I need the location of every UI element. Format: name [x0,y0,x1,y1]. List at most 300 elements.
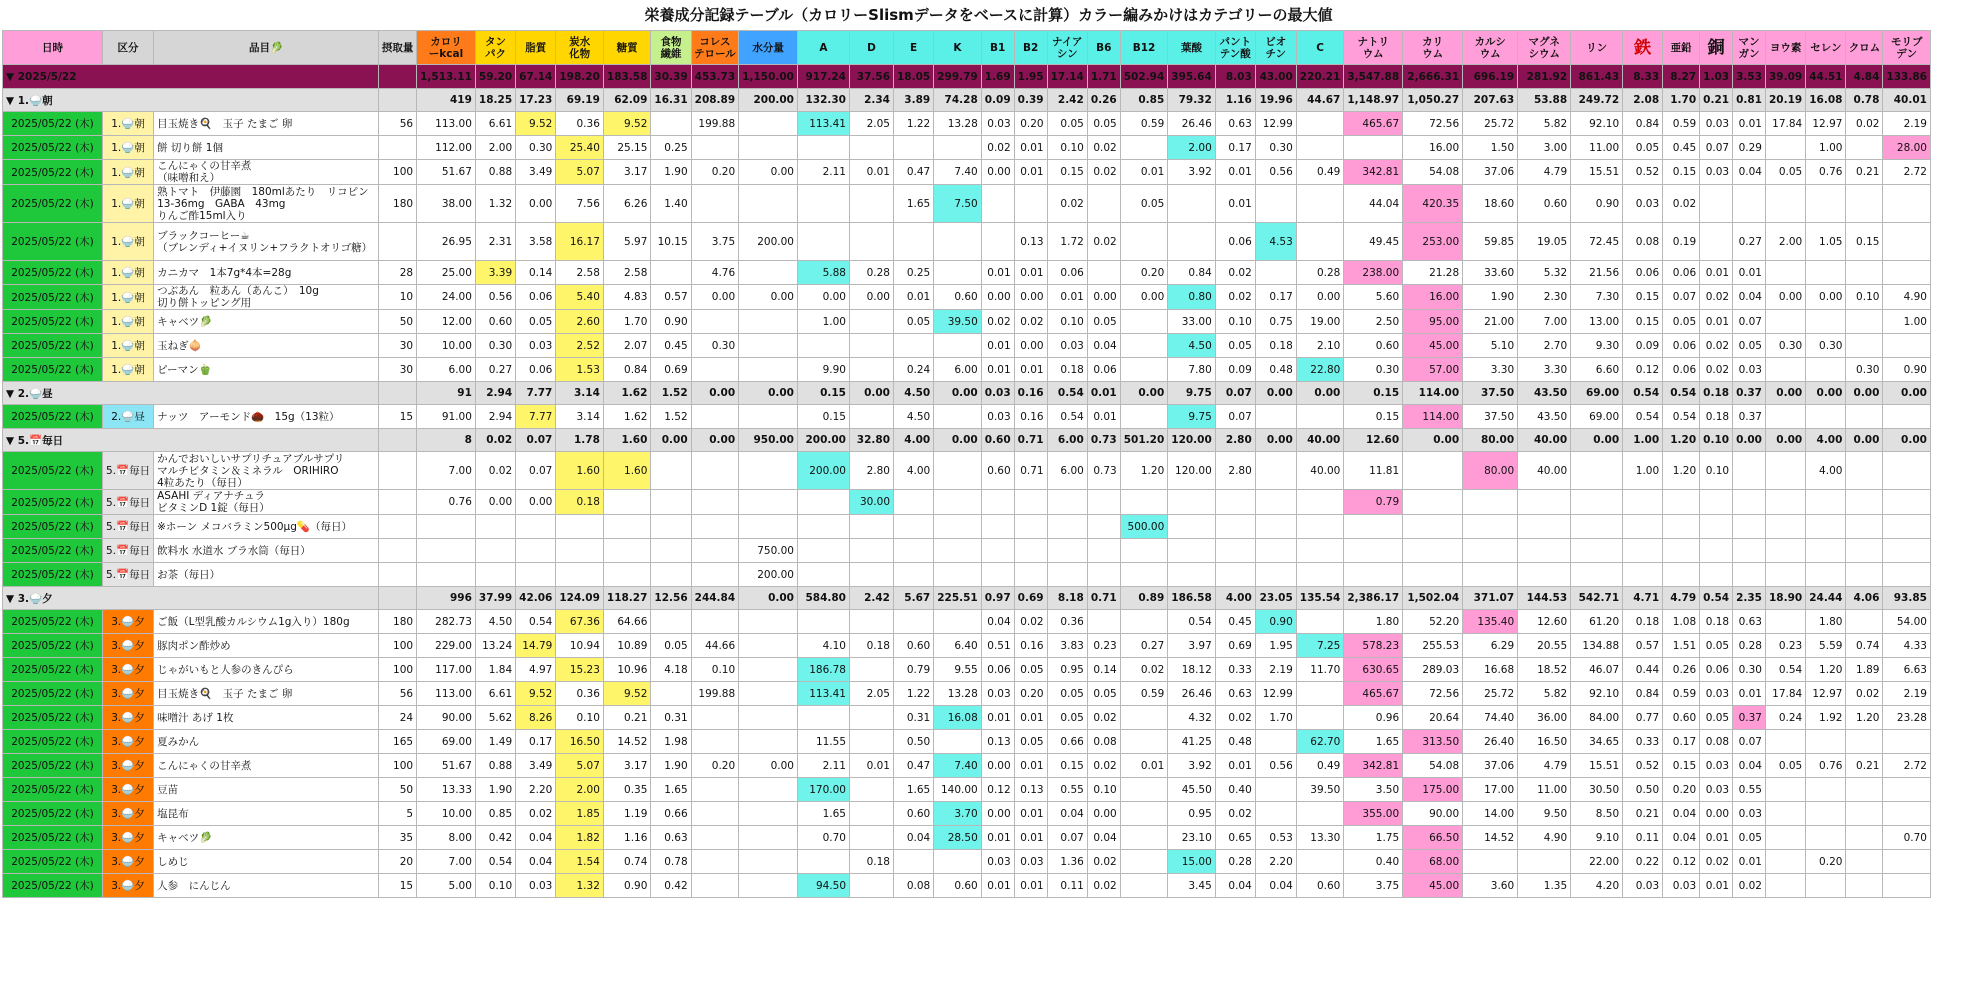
nutrient-cell[interactable]: 0.15 [1344,405,1403,429]
nutrient-cell[interactable]: 0.02 [1215,706,1255,730]
nutrient-cell[interactable] [651,539,691,563]
nutrient-cell[interactable]: 0.37 [1733,706,1766,730]
nutrient-cell[interactable]: 0.76 [1806,754,1846,778]
nutrient-cell[interactable] [739,682,798,706]
nutrient-cell[interactable] [1883,730,1931,754]
nutrient-cell[interactable]: 2.60 [556,310,604,334]
nutrient-cell[interactable]: 34.65 [1571,730,1623,754]
nutrient-cell[interactable]: 37.06 [1463,160,1518,185]
nutrient-cell[interactable]: 11.55 [798,730,850,754]
nutrient-cell[interactable]: 0.45 [1215,610,1255,634]
nutrient-cell[interactable]: 21.00 [1463,310,1518,334]
nutrient-cell[interactable]: 0.02 [516,802,556,826]
nutrient-cell[interactable] [1806,778,1846,802]
nutrient-cell[interactable]: 13.33 [417,778,476,802]
nutrient-cell[interactable] [1255,405,1296,429]
nutrient-cell[interactable] [1766,850,1806,874]
nutrient-cell[interactable]: 9.52 [603,682,651,706]
table-row[interactable] [3,261,1931,285]
nutrient-cell[interactable]: 1.98 [651,730,691,754]
nutrient-cell[interactable]: 38.00 [417,185,476,223]
nutrient-cell[interactable]: 0.04 [1663,826,1700,850]
nutrient-cell[interactable]: 0.05 [1700,706,1733,730]
date-cell[interactable]: 2025/05/22 (木) [3,223,103,261]
nutrient-cell[interactable] [739,310,798,334]
food-name-cell[interactable]: キャベツ🥬 [154,310,379,334]
nutrient-cell[interactable] [894,515,934,539]
nutrient-cell[interactable]: 0.10 [1846,285,1883,310]
nutrient-cell[interactable]: 0.85 [475,802,515,826]
nutrient-cell[interactable]: 0.01 [1215,185,1255,223]
date-cell[interactable]: 2025/05/22 (木) [3,850,103,874]
nutrient-cell[interactable] [934,405,982,429]
nutrient-cell[interactable]: 0.76 [1806,160,1846,185]
table-row[interactable] [3,405,1931,429]
nutrient-cell[interactable] [739,452,798,490]
nutrient-cell[interactable] [691,706,739,730]
nutrient-cell[interactable] [1120,610,1168,634]
category-cell[interactable]: 3.🍚夕 [103,778,154,802]
nutrient-cell[interactable]: 0.09 [1215,358,1255,382]
nutrient-cell[interactable]: 0.18 [1623,610,1663,634]
nutrient-cell[interactable]: 0.05 [1047,706,1087,730]
nutrient-cell[interactable]: 54.00 [1883,610,1931,634]
amount-cell[interactable]: 30 [379,358,417,382]
nutrient-cell[interactable]: 0.08 [894,874,934,898]
nutrient-cell[interactable]: 238.00 [1344,261,1403,285]
table-row[interactable] [3,539,1931,563]
nutrient-cell[interactable]: 7.40 [934,160,982,185]
nutrient-cell[interactable]: 0.03 [1014,850,1047,874]
food-name-cell[interactable]: こんにゃくの甘辛煮 （味噌和え） [154,160,379,185]
nutrient-cell[interactable]: 0.51 [981,634,1014,658]
amount-cell[interactable]: 180 [379,185,417,223]
nutrient-cell[interactable]: 1.75 [1344,826,1403,850]
nutrient-cell[interactable]: 0.06 [981,658,1014,682]
nutrient-cell[interactable] [1806,358,1846,382]
column-header[interactable]: B2 [1014,31,1047,65]
nutrient-cell[interactable]: 0.00 [739,285,798,310]
nutrient-cell[interactable]: 49.45 [1344,223,1403,261]
date-cell[interactable]: 2025/05/22 (木) [3,185,103,223]
nutrient-cell[interactable]: 3.45 [1168,874,1216,898]
nutrient-cell[interactable] [850,563,894,587]
nutrient-cell[interactable]: 1.20 [1806,658,1846,682]
category-cell[interactable]: 3.🍚夕 [103,850,154,874]
group-label[interactable]: ▼ 5.📅毎日 [3,429,379,452]
nutrient-cell[interactable] [1215,515,1255,539]
nutrient-cell[interactable]: 9.30 [1571,334,1623,358]
nutrient-cell[interactable] [1215,539,1255,563]
nutrient-cell[interactable]: 0.15 [1846,223,1883,261]
nutrient-cell[interactable]: 5.82 [1518,112,1571,136]
nutrient-cell[interactable] [1846,874,1883,898]
nutrient-cell[interactable]: 1.90 [651,754,691,778]
nutrient-cell[interactable]: 25.72 [1463,682,1518,706]
nutrient-cell[interactable] [1806,261,1846,285]
category-cell[interactable]: 3.🍚夕 [103,706,154,730]
nutrient-cell[interactable]: 0.10 [1047,136,1087,160]
nutrient-cell[interactable]: 1.32 [475,185,515,223]
nutrient-cell[interactable]: 1.20 [1663,452,1700,490]
amount-cell[interactable]: 56 [379,112,417,136]
category-cell[interactable]: 5.📅毎日 [103,515,154,539]
nutrient-cell[interactable] [1733,490,1766,515]
nutrient-cell[interactable]: 2.10 [1296,334,1344,358]
nutrient-cell[interactable]: 0.17 [1255,285,1296,310]
nutrient-cell[interactable] [798,706,850,730]
nutrient-cell[interactable]: 16.00 [1403,285,1463,310]
nutrient-cell[interactable] [1255,730,1296,754]
nutrient-cell[interactable] [1766,778,1806,802]
nutrient-cell[interactable]: 0.23 [1766,634,1806,658]
nutrient-cell[interactable] [1344,515,1403,539]
nutrient-cell[interactable]: 11.70 [1296,658,1344,682]
nutrient-cell[interactable] [1806,515,1846,539]
nutrient-cell[interactable]: 0.01 [850,160,894,185]
amount-cell[interactable]: 100 [379,634,417,658]
nutrient-cell[interactable] [934,610,982,634]
nutrient-cell[interactable]: 14.79 [516,634,556,658]
nutrient-cell[interactable]: 0.02 [1846,682,1883,706]
nutrient-cell[interactable]: 4.76 [691,261,739,285]
nutrient-cell[interactable]: 0.60 [1344,334,1403,358]
date-cell[interactable]: 2025/05/22 (木) [3,405,103,429]
nutrient-cell[interactable]: 135.40 [1463,610,1518,634]
table-row[interactable] [3,358,1931,382]
nutrient-cell[interactable] [1296,185,1344,223]
nutrient-cell[interactable] [1766,826,1806,850]
nutrient-cell[interactable] [1120,334,1168,358]
nutrient-cell[interactable]: 3.58 [516,223,556,261]
column-header[interactable]: 鉄 [1623,31,1663,65]
nutrient-cell[interactable]: 0.14 [516,261,556,285]
nutrient-cell[interactable]: 0.59 [1120,112,1168,136]
nutrient-cell[interactable] [1663,515,1700,539]
nutrient-cell[interactable] [739,261,798,285]
nutrient-cell[interactable]: 3.49 [516,754,556,778]
nutrient-cell[interactable] [1806,310,1846,334]
nutrient-cell[interactable]: 37.50 [1463,405,1518,429]
nutrient-cell[interactable]: 6.60 [1571,358,1623,382]
nutrient-cell[interactable] [1296,850,1344,874]
nutrient-cell[interactable] [1296,405,1344,429]
nutrient-cell[interactable]: 0.33 [1623,730,1663,754]
column-header[interactable]: 脂質 [516,31,556,65]
nutrient-cell[interactable]: 0.20 [1120,261,1168,285]
category-cell[interactable]: 1.🍚朝 [103,160,154,185]
nutrient-cell[interactable]: 1.90 [1463,285,1518,310]
nutrient-cell[interactable] [1296,136,1344,160]
category-cell[interactable]: 3.🍚夕 [103,874,154,898]
nutrient-cell[interactable] [1344,539,1403,563]
nutrient-cell[interactable]: 0.69 [1215,634,1255,658]
nutrient-cell[interactable] [739,634,798,658]
nutrient-cell[interactable]: 4.00 [894,452,934,490]
nutrient-cell[interactable]: 0.79 [1344,490,1403,515]
nutrient-cell[interactable]: 23.28 [1883,706,1931,730]
nutrient-cell[interactable]: 9.90 [798,358,850,382]
nutrient-cell[interactable] [798,490,850,515]
nutrient-cell[interactable]: 0.54 [1047,405,1087,429]
nutrient-cell[interactable]: 0.00 [475,490,515,515]
nutrient-cell[interactable] [894,490,934,515]
nutrient-cell[interactable]: 9.55 [934,658,982,682]
nutrient-cell[interactable] [1846,334,1883,358]
nutrient-cell[interactable]: 61.20 [1571,610,1623,634]
nutrient-cell[interactable]: 0.00 [981,754,1014,778]
nutrient-cell[interactable] [934,261,982,285]
nutrient-cell[interactable] [1883,802,1931,826]
table-row[interactable] [3,136,1931,160]
nutrient-cell[interactable] [691,185,739,223]
nutrient-cell[interactable] [1255,452,1296,490]
nutrient-cell[interactable]: 0.11 [1623,826,1663,850]
nutrient-cell[interactable]: 3.17 [603,160,651,185]
nutrient-cell[interactable]: 19.05 [1518,223,1571,261]
date-cell[interactable]: 2025/05/22 (木) [3,610,103,634]
nutrient-cell[interactable]: 0.20 [691,754,739,778]
nutrient-cell[interactable] [1463,515,1518,539]
nutrient-cell[interactable] [691,730,739,754]
nutrient-cell[interactable]: 0.10 [1087,778,1120,802]
category-cell[interactable]: 1.🍚朝 [103,285,154,310]
nutrient-cell[interactable]: 0.06 [1663,358,1700,382]
nutrient-cell[interactable]: 0.29 [1733,136,1766,160]
date-cell[interactable]: 2025/05/22 (木) [3,112,103,136]
nutrient-cell[interactable] [691,136,739,160]
nutrient-cell[interactable] [1846,490,1883,515]
nutrient-cell[interactable]: 0.47 [894,160,934,185]
nutrient-cell[interactable] [850,826,894,850]
nutrient-cell[interactable]: 0.42 [475,826,515,850]
amount-cell[interactable] [379,539,417,563]
nutrient-cell[interactable]: 2.58 [556,261,604,285]
amount-cell[interactable]: 10 [379,285,417,310]
nutrient-cell[interactable]: 0.00 [516,490,556,515]
nutrient-cell[interactable]: 1.36 [1047,850,1087,874]
nutrient-cell[interactable]: 0.01 [1120,160,1168,185]
category-cell[interactable]: 3.🍚夕 [103,682,154,706]
nutrient-cell[interactable]: 6.29 [1463,634,1518,658]
nutrient-cell[interactable]: 0.05 [1733,334,1766,358]
nutrient-cell[interactable]: 0.74 [603,850,651,874]
group-row[interactable] [3,587,1931,610]
nutrient-cell[interactable]: 0.01 [1700,826,1733,850]
nutrient-cell[interactable]: 15.00 [1168,850,1216,874]
nutrient-cell[interactable]: 0.30 [516,136,556,160]
nutrient-cell[interactable] [850,515,894,539]
nutrient-cell[interactable] [1120,730,1168,754]
nutrient-cell[interactable]: 0.00 [691,285,739,310]
nutrient-cell[interactable]: 41.25 [1168,730,1216,754]
nutrient-cell[interactable] [739,515,798,539]
nutrient-cell[interactable]: 200.00 [739,223,798,261]
nutrient-cell[interactable]: 0.12 [1663,850,1700,874]
date-cell[interactable]: 2025/05/22 (木) [3,310,103,334]
nutrient-cell[interactable] [691,850,739,874]
nutrient-cell[interactable] [1403,515,1463,539]
nutrient-cell[interactable] [934,136,982,160]
nutrient-cell[interactable]: 2.05 [850,112,894,136]
date-cell[interactable]: 2025/05/22 (木) [3,261,103,285]
nutrient-cell[interactable] [934,452,982,490]
nutrient-cell[interactable]: 0.02 [1663,185,1700,223]
nutrient-cell[interactable] [850,405,894,429]
nutrient-cell[interactable]: 0.15 [1663,160,1700,185]
nutrient-cell[interactable]: 0.01 [1733,261,1766,285]
nutrient-cell[interactable]: 0.20 [1806,850,1846,874]
nutrient-cell[interactable]: 0.06 [516,285,556,310]
nutrient-cell[interactable]: 0.02 [1700,285,1733,310]
amount-cell[interactable]: 100 [379,754,417,778]
food-name-cell[interactable]: 味噌汁 あげ 1枚 [154,706,379,730]
nutrient-cell[interactable]: 1.65 [894,778,934,802]
nutrient-cell[interactable]: 22.00 [1571,850,1623,874]
nutrient-cell[interactable]: 0.02 [1846,112,1883,136]
nutrient-cell[interactable]: 16.68 [1463,658,1518,682]
nutrient-cell[interactable]: 229.00 [417,634,476,658]
column-header[interactable]: 糖質 [603,31,651,65]
nutrient-cell[interactable]: 7.00 [417,452,476,490]
nutrient-cell[interactable]: 0.04 [1733,285,1766,310]
nutrient-cell[interactable] [1700,185,1733,223]
nutrient-cell[interactable]: 0.25 [651,136,691,160]
nutrient-cell[interactable] [1296,112,1344,136]
column-header[interactable]: 摂取量 [379,31,417,65]
nutrient-cell[interactable] [850,185,894,223]
nutrient-cell[interactable] [739,778,798,802]
food-name-cell[interactable]: かんでおいしいサプリチュアブルサプリ マルチビタミン＆ミネラル ORIHIRO 4粒あたり（毎日） [154,452,379,490]
nutrient-cell[interactable]: 1.60 [603,452,651,490]
nutrient-cell[interactable]: 2.00 [1168,136,1216,160]
nutrient-cell[interactable]: 0.03 [1663,874,1700,898]
column-header[interactable]: B1 [981,31,1014,65]
nutrient-cell[interactable] [1766,610,1806,634]
nutrient-cell[interactable] [981,490,1014,515]
nutrient-cell[interactable]: 4.18 [651,658,691,682]
column-header[interactable]: カルシ ウム [1463,31,1518,65]
nutrient-cell[interactable]: 5.07 [556,754,604,778]
column-header[interactable]: クロム [1846,31,1883,65]
nutrient-cell[interactable] [1014,490,1047,515]
nutrient-cell[interactable]: 0.44 [1623,658,1663,682]
nutrient-cell[interactable]: 0.24 [894,358,934,382]
date-cell[interactable]: 2025/05/22 (木) [3,634,103,658]
nutrient-cell[interactable]: 6.61 [475,112,515,136]
nutrient-cell[interactable]: 1.65 [798,802,850,826]
nutrient-cell[interactable] [894,136,934,160]
nutrient-cell[interactable] [934,490,982,515]
nutrient-cell[interactable]: 1.65 [651,778,691,802]
table-row[interactable] [3,850,1931,874]
nutrient-cell[interactable] [1296,539,1344,563]
group-label[interactable]: ▼ 2.🍚昼 [3,382,379,405]
nutrient-cell[interactable] [1766,136,1806,160]
nutrient-cell[interactable]: 3.00 [1518,136,1571,160]
nutrient-cell[interactable] [1014,515,1047,539]
nutrient-cell[interactable]: 30.50 [1571,778,1623,802]
nutrient-cell[interactable] [1571,452,1623,490]
nutrient-cell[interactable]: 40.00 [1518,452,1571,490]
nutrient-cell[interactable] [1806,826,1846,850]
nutrient-cell[interactable]: 90.00 [1403,802,1463,826]
nutrient-cell[interactable]: 4.33 [1883,634,1931,658]
nutrient-cell[interactable] [739,826,798,850]
nutrient-cell[interactable] [1883,261,1931,285]
nutrient-cell[interactable]: 0.27 [1120,634,1168,658]
nutrient-cell[interactable] [850,358,894,382]
nutrient-cell[interactable] [691,452,739,490]
nutrient-cell[interactable] [798,185,850,223]
nutrient-cell[interactable]: 0.02 [1087,874,1120,898]
nutrient-cell[interactable] [1766,563,1806,587]
nutrient-cell[interactable] [1846,185,1883,223]
nutrient-cell[interactable] [1120,223,1168,261]
nutrient-cell[interactable] [894,539,934,563]
nutrient-cell[interactable]: 0.01 [1733,850,1766,874]
nutrient-cell[interactable]: 2.31 [475,223,515,261]
column-header[interactable]: ナトリ ウム [1344,31,1403,65]
nutrient-cell[interactable]: 0.02 [981,136,1014,160]
nutrient-cell[interactable]: 0.18 [1700,405,1733,429]
nutrient-cell[interactable]: 6.00 [417,358,476,382]
nutrient-cell[interactable] [739,658,798,682]
group-label[interactable]: ▼ 3.🍚夕 [3,587,379,610]
date-cell[interactable]: 2025/05/22 (木) [3,515,103,539]
nutrient-cell[interactable] [1846,778,1883,802]
category-cell[interactable]: 2.🍚昼 [103,405,154,429]
nutrient-cell[interactable]: 90.00 [417,706,476,730]
nutrient-cell[interactable]: 4.83 [603,285,651,310]
nutrient-cell[interactable]: 0.05 [1014,730,1047,754]
nutrient-cell[interactable]: 0.07 [516,452,556,490]
nutrient-cell[interactable]: 36.00 [1518,706,1571,730]
nutrient-cell[interactable]: 0.15 [1047,754,1087,778]
nutrient-cell[interactable]: 0.95 [1047,658,1087,682]
table-row[interactable] [3,754,1931,778]
table-row[interactable] [3,826,1931,850]
nutrient-cell[interactable]: 465.67 [1344,682,1403,706]
nutrient-cell[interactable]: 0.01 [1014,160,1047,185]
column-header[interactable]: 区分 [103,31,154,65]
nutrient-cell[interactable] [1168,490,1216,515]
nutrient-cell[interactable]: 0.95 [1168,802,1216,826]
nutrient-cell[interactable] [651,452,691,490]
nutrient-cell[interactable]: 0.01 [1120,754,1168,778]
nutrient-cell[interactable] [651,563,691,587]
nutrient-cell[interactable]: 0.28 [850,261,894,285]
nutrient-cell[interactable]: 0.23 [1087,634,1120,658]
nutrient-cell[interactable]: 3.97 [1168,634,1216,658]
nutrient-cell[interactable]: 0.50 [894,730,934,754]
nutrient-cell[interactable] [691,515,739,539]
nutrient-cell[interactable] [739,490,798,515]
table-row[interactable] [3,563,1931,587]
nutrient-cell[interactable] [1344,136,1403,160]
nutrient-cell[interactable] [850,802,894,826]
group-row[interactable] [3,382,1931,405]
nutrient-cell[interactable]: 0.02 [981,310,1014,334]
nutrient-cell[interactable] [1463,850,1518,874]
nutrient-cell[interactable] [1255,490,1296,515]
nutrient-cell[interactable]: 0.16 [1014,634,1047,658]
nutrient-cell[interactable]: 0.04 [1255,874,1296,898]
nutrient-cell[interactable]: 0.06 [1087,358,1120,382]
nutrient-cell[interactable] [739,185,798,223]
food-name-cell[interactable]: 餅 切り餅 1個 [154,136,379,160]
nutrient-cell[interactable] [798,136,850,160]
